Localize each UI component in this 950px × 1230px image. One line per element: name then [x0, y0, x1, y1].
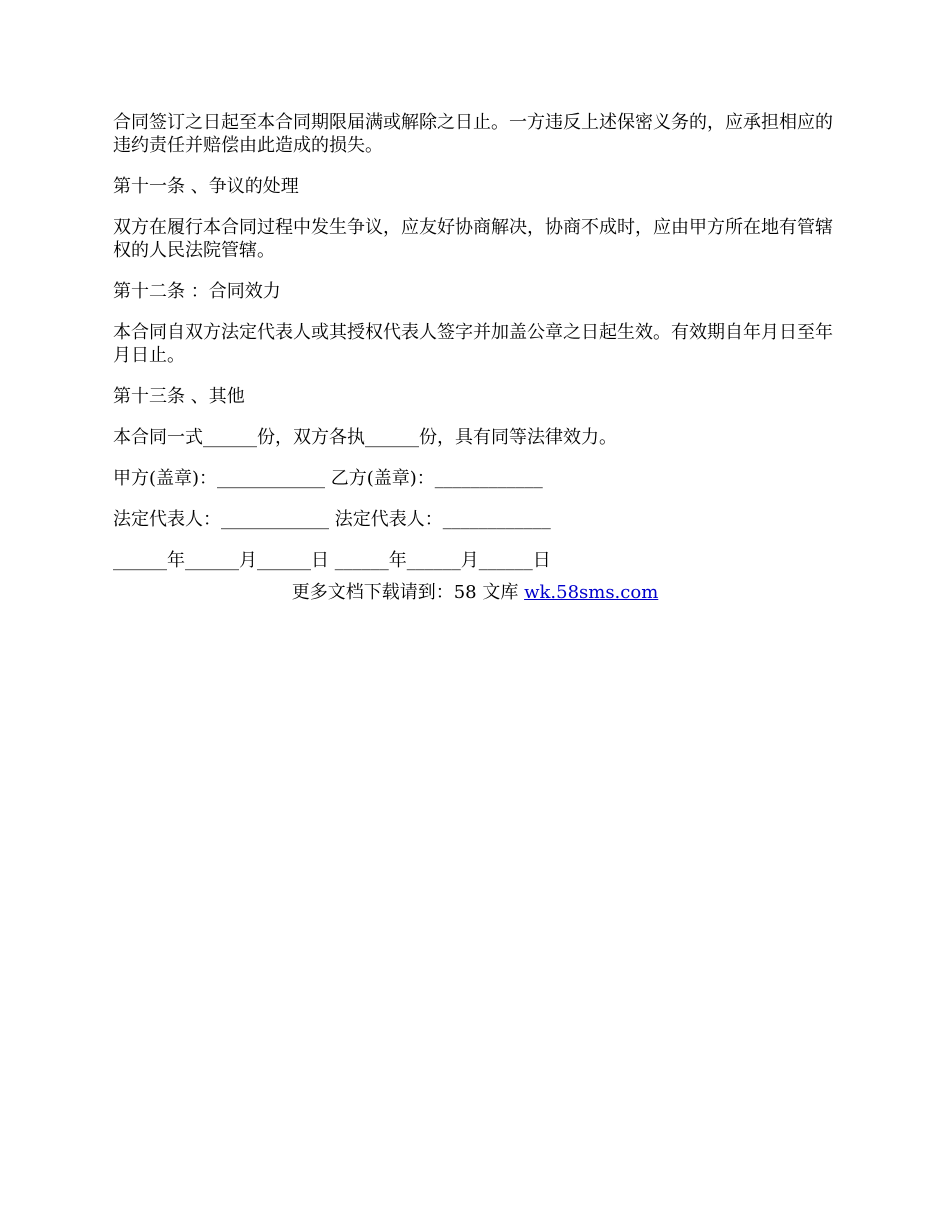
paragraph-dispute-resolution: 双方在履行本合同过程中发生争议，应友好协商解决，协商不成时，应由甲方所在地有管辖权的人民法院管辖。	[113, 217, 833, 261]
paragraph-copies: 本合同一式______份，双方各执______份，具有同等法律效力。	[113, 427, 617, 448]
download-footer	[0, 581, 950, 604]
signature-seal-line: 甲方(盖章)：____________ 乙方(盖章)：____________	[113, 468, 543, 489]
footer-link[interactable]: wk.58sms.com	[524, 582, 659, 603]
date-line: ______年______月______日 ______年______月______日	[113, 550, 551, 571]
legal-representative-line: 法定代表人：____________ 法定代表人：____________	[113, 509, 551, 530]
heading-article-11: 第十一条 、争议的处理	[113, 176, 299, 197]
paragraph-contract-validity: 本合同自双方法定代表人或其授权代表人签字并加盖公章之日起生效。有效期自年月日至年月日止。	[113, 322, 833, 366]
footer-text: 更多文档下载请到：58 文库	[291, 582, 525, 603]
heading-article-12: 第十二条 ：合同效力	[113, 281, 281, 302]
document-body	[113, 111, 840, 572]
heading-article-13: 第十三条 、其他	[113, 386, 245, 407]
paragraph-confidentiality-term: 合同签订之日起至本合同期限届满或解除之日止。一方违反上述保密义务的，应承担相应的违约责任并赔偿由此造成的损失。	[113, 112, 833, 156]
